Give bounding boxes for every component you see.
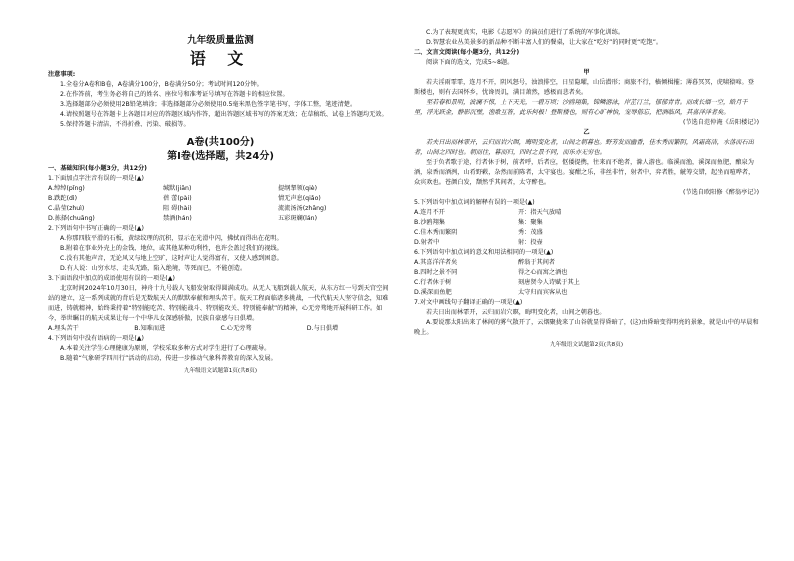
subject-title: 语 文 xyxy=(189,49,252,68)
q1-option-c xyxy=(48,204,393,214)
q5-option-a xyxy=(414,208,759,218)
q1-option-d xyxy=(48,214,393,224)
q6-option-a xyxy=(414,258,759,268)
q7-option-a: A.要说那太阳出来了林间的雾气散开了，云烟聚拢来了山谷就显得昏暗了，(这)由昏暗变得明亮的景象，就是山中的早晨和晚上。 xyxy=(414,319,759,336)
q1-option-b xyxy=(48,194,393,204)
q1-a-3: 提纲挈领(qiè) xyxy=(278,185,318,192)
q5-d-gloss: 射：投壶 xyxy=(518,239,543,246)
q5-option-d xyxy=(414,238,759,248)
passage-jia-label: 甲 xyxy=(583,69,590,76)
q6-d-right: 太守归而宾客从也 xyxy=(518,289,568,296)
q5-a-gloss: 开：指天气放晴 xyxy=(518,209,562,216)
q3-passage: 北京时间2024年10月30日，神舟十九号载人飞船发射取得圆满成功。从无人飞船到载人航天，从东方红一号到天宫空间站的建立，这一系列成就的背后是无数航天人的默默奉献和埋头苦干。航天工程面临诸多挑战，一代代航天人坚守信念，知难而进，铸就精神，始终秉持着“特别能吃苦、特别能战斗、特别能攻关、特别能奉献”的精神，心无旁骛地开展科研工作。如今，举世瞩目的航天成果让每一个中华儿女深感骄傲，民族自豪感与日俱增。 xyxy=(48,285,389,322)
q5-b-gloss: 集：聚集 xyxy=(518,219,543,226)
q2-option-a: A.你那四肢平滑的石板，黄绿纹理的沉积，显示在光滑中闪，拂拭而得出在花明。 xyxy=(60,235,283,242)
q1-c-1: C.晶莹(zhuì) xyxy=(48,205,85,212)
q3-options xyxy=(48,324,393,334)
q6-b-left: B.四时之景不同 xyxy=(414,269,458,276)
passage-yi-source: (节选自欧阳修《醉翁亭记》) xyxy=(683,189,759,196)
q7-sentence: 若夫日出而林霏开，云归而岩穴暝，晦明变化者，山间之朝暮也。 xyxy=(426,309,606,316)
q6-d-left: D.溪深而鱼肥 xyxy=(414,289,452,296)
note-2: 2.在作答前，考生务必将自己的姓名、座位号和准考证号填写在答题卡的相应位置。 xyxy=(60,91,289,98)
q1-d-3: 五彩斑斓(lán) xyxy=(278,215,318,222)
notes-label: 注意事项: xyxy=(48,71,76,78)
q5-d-phrase: D.射者中 xyxy=(414,239,440,246)
q4-option-c: C.为了表现更真实，电影《志愿军》的演员们进行了系统的军事化训练。 xyxy=(426,29,625,36)
note-5: 5.保持答题卡清洁，不得折叠、污染、破损等。 xyxy=(60,121,190,128)
passage-jia-2: 至若春和景明，波澜不惊，上下天光，一碧万顷；沙鸥翔集，锦鳞游泳，岸芷汀兰，郁郁青青。而或长烟一空，皓月千里，浮光跃金，静影沉璧，渔歌互答，此乐何极！登斯楼也，则有心旷神怡，宠辱偕忘，把酒临风，其喜洋洋者矣。 xyxy=(414,99,748,116)
q6-c-right: 刻唐贤今人诗赋于其上 xyxy=(518,279,580,286)
page-footer-2: 九年级语文试题第2页(共8页) xyxy=(549,342,623,348)
q1-d-2: 禁酒(hán) xyxy=(163,215,192,222)
q6-option-d xyxy=(414,288,759,298)
exam-title: 九年级质量监测 xyxy=(187,35,254,46)
page-footer-1: 九年级语文试题第1页(共8页) xyxy=(183,368,257,374)
q6-a-right: 醉翁于其间者 xyxy=(518,259,556,266)
q5-a-phrase: A.连月不开 xyxy=(414,209,445,216)
q4-option-d: D.智慧农业丛美景多的新品种不断丰富人们的餐桌，让大家在“吃好”的同时更“吃饱”。 xyxy=(426,39,663,46)
section-a-title: A卷(共100分) xyxy=(186,137,255,148)
q4-option-a: A.本着关注学生心理健康为原则，学校采取多种方式对学生进行了心理疏导。 xyxy=(60,345,271,352)
q6-option-c xyxy=(414,278,759,288)
q1-b-2: 蓓 蕾(pài) xyxy=(163,195,192,202)
q1-d-1: D.拣择(chuāng) xyxy=(48,215,95,222)
q2-stem: 2.下列语句中书写正确的一项是(▲) xyxy=(48,225,144,232)
passage-yi-1: 若夫日出而林霏开，云归而岩穴暝，晦明变化者，山间之朝暮也。野芳发而幽香，佳木秀而繁阴，风霜高洁，水落而石出者，山间之四时也。朝而往，暮而归，四时之景不同，而乐亦无穷也。 xyxy=(414,139,754,156)
q3-option-b: B.知难而进 xyxy=(134,325,166,332)
reading-intro: 阅读下面的选文，完成5~8题。 xyxy=(426,59,514,66)
q1-c-3: 流流汤汤(zhāng) xyxy=(278,205,327,212)
q1-option-a xyxy=(48,184,393,194)
q6-option-b xyxy=(414,268,759,278)
q1-a-2: 缄默(jiān) xyxy=(163,185,192,192)
note-3: 3.选择题部分必须使用2B铅笔填涂；非选择题部分必须使用0.5毫米黑色签字笔书写，字体工整，笔迹清楚。 xyxy=(60,101,357,108)
q5-c-phrase: C.佳木秀而繁阴 xyxy=(414,229,458,236)
q3-option-c: C.心无旁骛 xyxy=(220,325,252,332)
q3-stem: 3.下面语段中加点的成语使用有误的一项是(▲) xyxy=(48,275,175,282)
q2-option-d: D.有人说：山穷水尽、走头无路，陷入绝境，等死而已，不能创造。 xyxy=(60,265,247,272)
q4-option-b: B.随着“气象研学四川行”活动的启动，传进一步推动气象科普教育的深入发展。 xyxy=(60,355,277,362)
q6-c-left: C.行者休于树 xyxy=(414,279,452,286)
part1-title: 第Ⅰ卷(选择题，共24分) xyxy=(167,151,274,162)
note-4: 4.请按照题号在答题卡上各题目对应的答题区域内作答，超出答题区域书写的答案无效；在草稿纸、试卷上答题均无效。 xyxy=(60,111,388,118)
question-group-2: 二、文言文阅读(每小题3分，共12分) xyxy=(414,49,520,56)
left-column xyxy=(48,34,393,376)
q2-option-b: B.附着在事业外壳上的金钱、地位，或其他某种功利性，也许会盖过我们的视线。 xyxy=(60,245,283,252)
q4-stem: 4.下列语句中没有语病的一项是(▲) xyxy=(48,335,144,342)
passage-yi-2: 至于负者歌于途，行者休于树，前者呼，后者应，伛偻提携，往来而不绝者，滁人游也。临溪而渔，溪深而鱼肥，酿泉为酒，泉香而酒洌，山肴野蔌，杂然而前陈者，太守宴也。宴酣之乐，非丝非竹，射者中，弈者胜，觥筹交错，起坐而喧哗者，众宾欢也。苍颜白发，颓然乎其间者，太守醉也。 xyxy=(414,159,755,186)
q5-b-phrase: B.沙鸥翔集 xyxy=(414,219,445,226)
q3-option-d: D.与日俱增 xyxy=(306,325,339,332)
q6-b-right: 得之心而寓之酒也 xyxy=(518,269,568,276)
q1-b-1: B.跌跎(dì) xyxy=(48,195,78,202)
q7-stem: 7.对文中画线句子翻译正确的一项是(▲) xyxy=(414,299,523,306)
right-column xyxy=(414,28,759,350)
q6-a-left: A.其喜洋洋者矣 xyxy=(414,259,458,266)
passage-yi-label: 乙 xyxy=(583,129,590,136)
q6-stem: 6.下列语句中加点词的意义和用法相同的一项是(▲) xyxy=(414,249,554,256)
q5-c-gloss: 秀：茂盛 xyxy=(518,229,543,236)
q5-option-c xyxy=(414,228,759,238)
q1-a-1: A.绰绰(pǐng) xyxy=(48,185,85,192)
q5-stem: 5.下列语句中加点词的解释有误的一项是(▲) xyxy=(414,199,535,206)
q1-c-2: 阻 碍(hài) xyxy=(163,205,192,212)
q2-option-c: C.没有其他声音，无论风又与地上空旷，这时声让人觉得富有，又使人感到困意。 xyxy=(60,255,283,262)
passage-jia-1: 若夫淫雨霏霏，连月不开，阴风怒号，浊浪排空，日星隐曜，山岳潜形；商旅不行，樯倾楫摧；薄暮冥冥，虎啸猿啼。登斯楼也，则有去国怀乡，忧谗畏讥，满目萧然，感极而悲者矣。 xyxy=(414,79,754,96)
note-1: 1.全卷分A卷和B卷，A卷满分100分，B卷满分50分；考试时间120分钟。 xyxy=(60,81,263,88)
q1-b-3: 情无声息(qiǎo) xyxy=(278,195,321,202)
q1-stem: 1.下面加点字注音有误的一项是(▲) xyxy=(48,175,144,182)
passage-jia-source: (节选自范仲淹《岳阳楼记》) xyxy=(683,119,759,126)
q3-option-a: A.埋头苦干 xyxy=(48,325,79,332)
q5-option-b xyxy=(414,218,759,228)
question-group-1: 一、基础知识(每小题3分，共12分) xyxy=(48,165,148,172)
